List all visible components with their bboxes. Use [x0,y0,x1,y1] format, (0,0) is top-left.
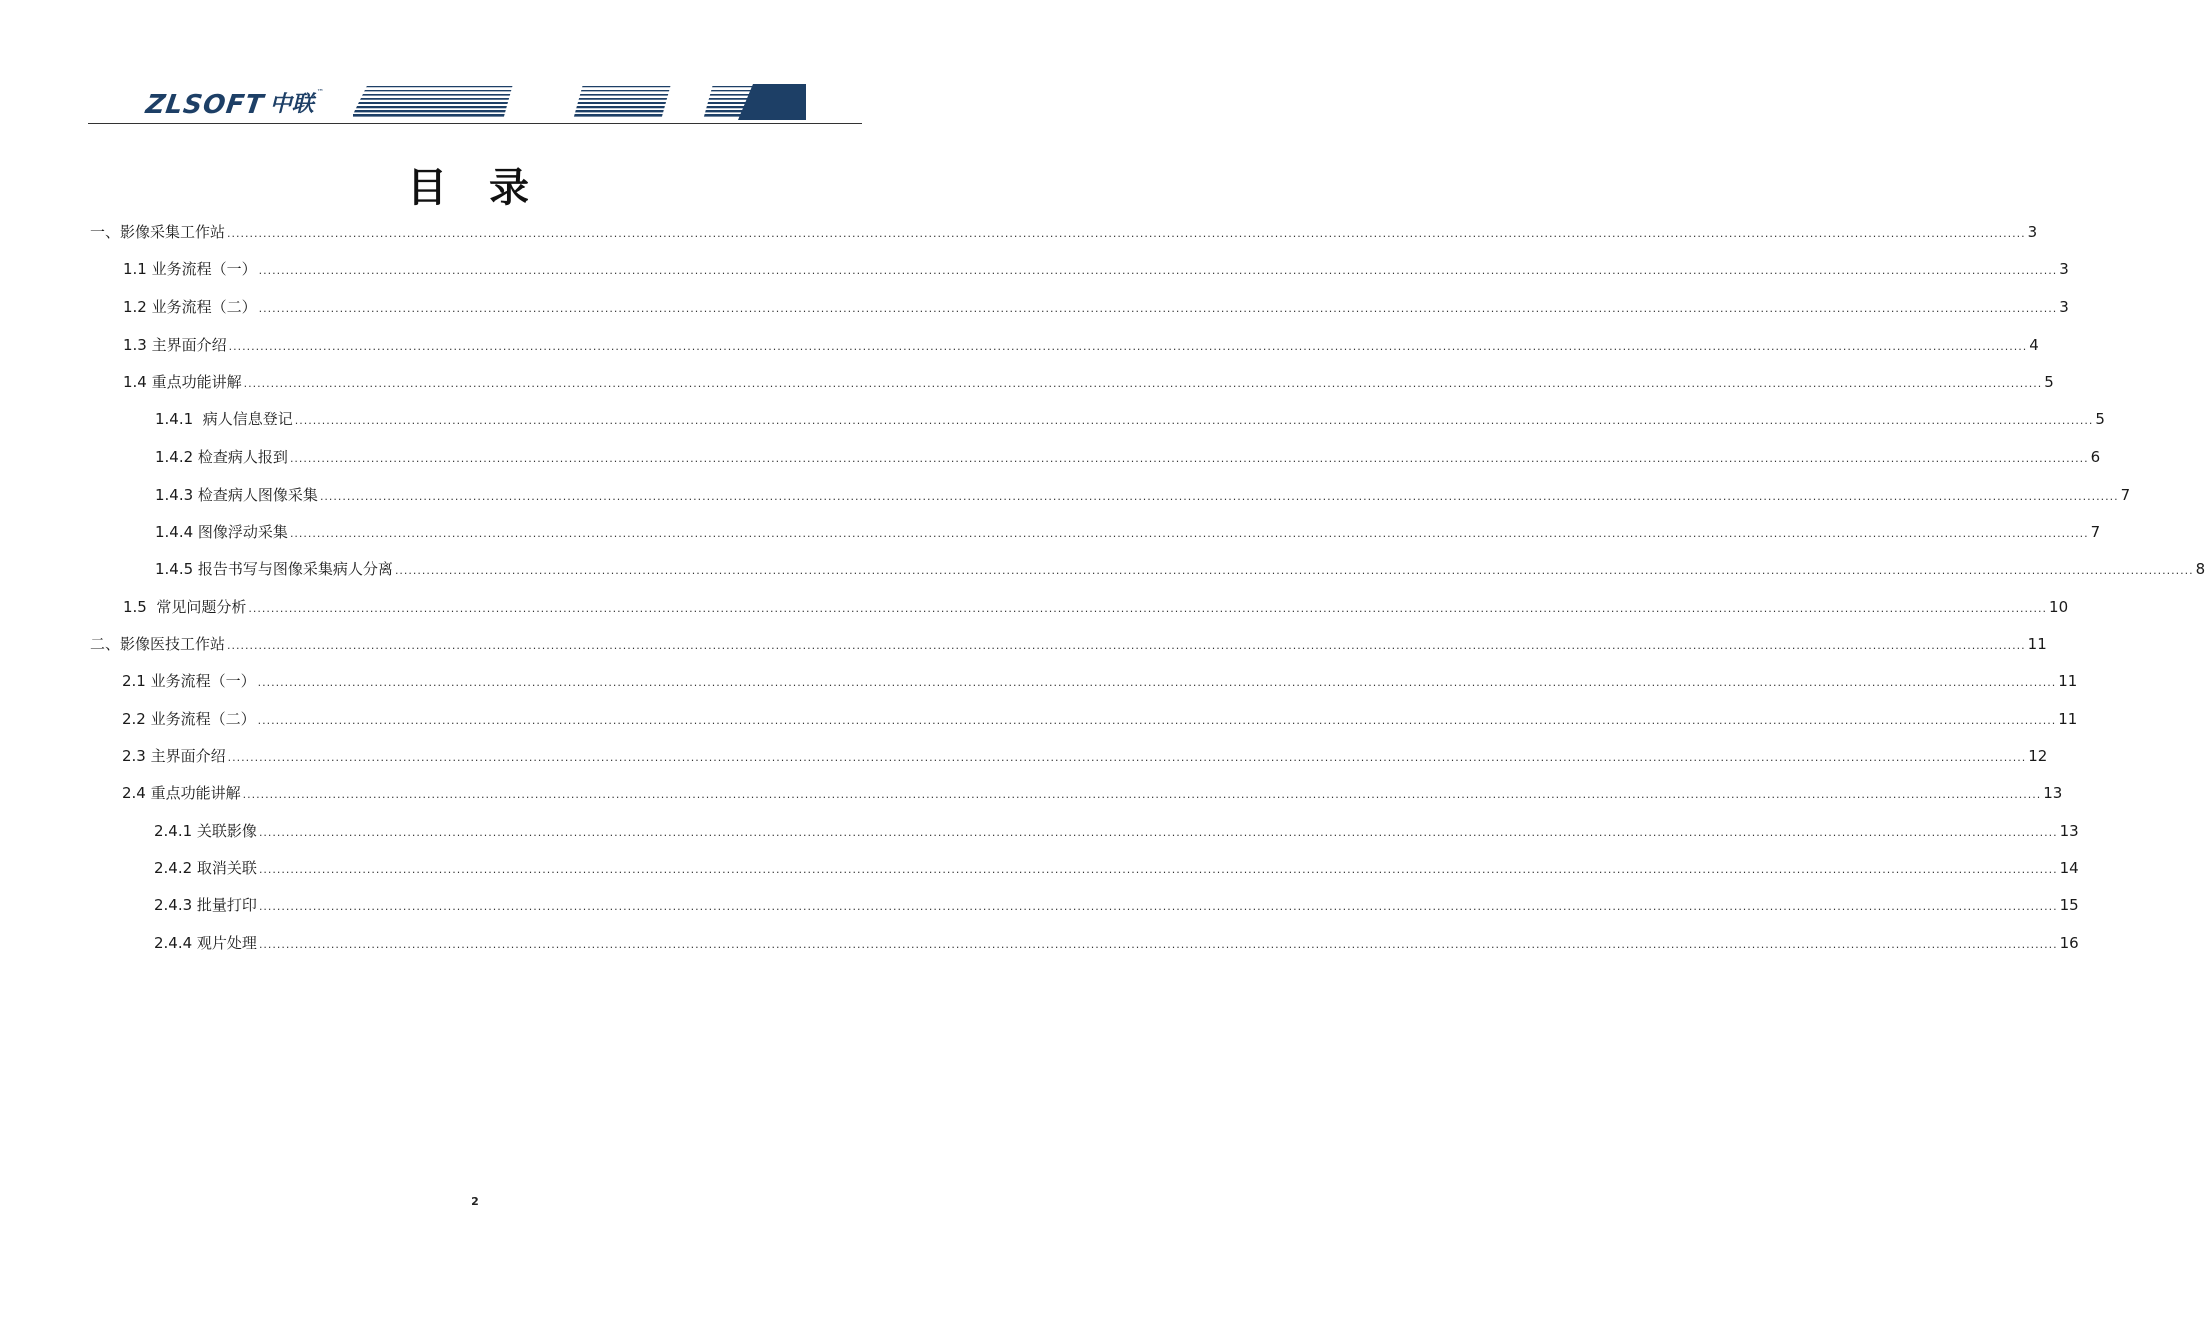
header-stripes-graphic [353,84,806,120]
toc-entry-page: 3 [2059,298,2069,316]
toc-entry[interactable] [123,371,2054,395]
toc-entry-label: 2.3 主界面介绍 [122,747,226,765]
toc-entry-page: 3 [2027,223,2038,241]
toc-entry[interactable] [122,782,2063,806]
toc-entry-page: 16 [2059,934,2079,952]
toc-entry-label: 1.4.3 检查病人图像采集 [155,486,318,504]
toc-entry-label: 二、影像医技工作站 [90,635,226,653]
toc-entry[interactable] [155,408,2105,432]
toc-entry-page: 13 [2059,822,2079,840]
toc-entry-page: 11 [2058,672,2078,690]
toc-entry-label: 2.4.4 观片处理 [154,934,257,952]
toc-entry[interactable] [122,670,2078,694]
toc-entry-page: 7 [2090,523,2101,541]
toc-entry-label: 1.4 重点功能讲解 [123,373,242,391]
toc-entry-label: 2.4 重点功能讲解 [122,784,241,802]
logo-text-cn: 中联 [269,92,314,117]
page-number: 2 [471,1195,479,1208]
toc-dot-leader: ................................................................................................................................................................................................................................................................................................................................................................................................................ [258,264,2058,277]
toc-entry-page: 3 [2059,260,2069,278]
toc-entry[interactable] [154,820,2079,844]
toc-dot-leader: ................................................................................................................................................................................................................................................................................................................................................................................................................ [294,414,2094,427]
toc-entry-page: 5 [2095,410,2105,428]
toc-entry[interactable] [155,558,2205,582]
toc-dot-leader: ................................................................................................................................................................................................................................................................................................................................................................................................................ [289,527,2089,540]
zlsoft-logo [143,86,324,120]
toc-entry-page: 4 [2029,336,2039,354]
toc-entry-label: 1.4.1 病人信息登记 [155,410,293,428]
toc-entry[interactable] [154,932,2079,956]
page-header [88,82,862,124]
toc-dot-leader: ................................................................................................................................................................................................................................................................................................................................................................................................................ [228,340,2028,353]
toc-entry-page: 12 [2028,747,2048,765]
toc-dot-leader: ................................................................................................................................................................................................................................................................................................................................................................................................................ [258,938,2058,951]
toc-entry-label: 2.4.3 批量打印 [154,896,257,914]
toc-dot-leader: ................................................................................................................................................................................................................................................................................................................................................................................................................ [227,639,2026,652]
toc-entry-label: 一、影像采集工作站 [90,223,226,241]
toc-entry-page: 7 [2120,486,2131,504]
toc-dot-leader: ................................................................................................................................................................................................................................................................................................................................................................................................................ [248,602,2048,615]
toc-entry-page: 8 [2195,560,2205,578]
toc-entry[interactable] [154,857,2079,881]
toc-entry[interactable] [123,334,2039,358]
toc-entry-label: 2.4.2 取消关联 [154,859,257,877]
toc-dot-leader: ................................................................................................................................................................................................................................................................................................................................................................................................................ [258,900,2058,913]
toc-dot-leader: ................................................................................................................................................................................................................................................................................................................................................................................................................ [258,863,2058,876]
toc-entry-label: 1.5 常见问题分析 [123,598,247,616]
toc-dot-leader: ................................................................................................................................................................................................................................................................................................................................................................................................................ [243,377,2043,390]
toc-dot-leader: ................................................................................................................................................................................................................................................................................................................................................................................................................ [257,676,2057,689]
toc-dot-leader: ................................................................................................................................................................................................................................................................................................................................................................................................................ [258,302,2058,315]
logo-text-en: ZLSOFT [143,90,266,120]
toc-entry-label: 1.2 业务流程（二） [123,298,257,316]
toc-entry-page: 6 [2090,448,2101,466]
toc-entry-page: 15 [2059,896,2079,914]
toc-entry-page: 14 [2059,859,2079,877]
toc-entry[interactable] [154,894,2079,918]
toc-entry[interactable] [90,221,2038,245]
toc-entry-label: 1.3 主界面介绍 [123,336,227,354]
toc-dot-leader: ................................................................................................................................................................................................................................................................................................................................................................................................................ [319,490,2119,503]
toc-dot-leader: ................................................................................................................................................................................................................................................................................................................................................................................................................ [242,788,2042,801]
logo-trademark: ™ [316,88,324,96]
toc-entry[interactable] [123,258,2069,282]
toc-dot-leader: ................................................................................................................................................................................................................................................................................................................................................................................................................ [227,227,2026,240]
toc-entry-label: 2.4.1 关联影像 [154,822,257,840]
toc-dot-leader: ................................................................................................................................................................................................................................................................................................................................................................................................................ [258,826,2058,839]
header-divider [88,123,862,124]
toc-entry-label: 2.1 业务流程（一） [122,672,256,690]
toc-entry[interactable] [155,521,2101,545]
toc-dot-leader: ................................................................................................................................................................................................................................................................................................................................................................................................................ [289,452,2089,465]
toc-entry-label: 1.4.2 检查病人报到 [155,448,288,466]
toc-entry-page: 10 [2049,598,2069,616]
toc-entry[interactable] [155,484,2131,508]
toc-entry[interactable] [123,596,2069,620]
toc-entry[interactable] [90,633,2047,657]
toc-entry-page: 11 [2058,710,2078,728]
toc-entry[interactable] [122,708,2078,732]
toc-dot-leader: ................................................................................................................................................................................................................................................................................................................................................................................................................ [394,564,2194,577]
toc-entry[interactable] [123,296,2069,320]
toc-entry-label: 2.2 业务流程（二） [122,710,256,728]
toc-dot-leader: ................................................................................................................................................................................................................................................................................................................................................................................................................ [257,714,2057,727]
toc-entry-page: 11 [2027,635,2047,653]
toc-entry-page: 5 [2044,373,2054,391]
toc-entry-label: 1.4.4 图像浮动采集 [155,523,288,541]
toc-entry-page: 13 [2043,784,2063,802]
toc-entry-label: 1.4.5 报告书写与图像采集病人分离 [155,560,393,578]
toc-title: 目 录 [407,165,543,211]
toc-entry-label: 1.1 业务流程（一） [123,260,257,278]
toc-entry[interactable] [122,745,2048,769]
toc-dot-leader: ................................................................................................................................................................................................................................................................................................................................................................................................................ [227,751,2027,764]
toc-entry[interactable] [155,446,2101,470]
